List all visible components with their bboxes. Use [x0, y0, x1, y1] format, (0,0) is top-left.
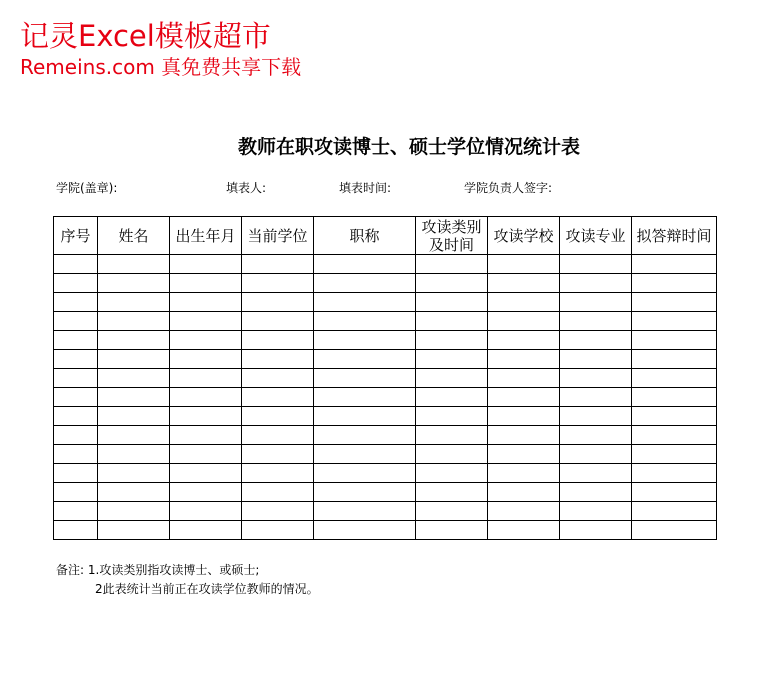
notes [56, 561, 319, 599]
table-cell[interactable] [488, 350, 560, 369]
table-cell[interactable] [560, 274, 632, 293]
col-header-name: 姓名 [98, 217, 170, 255]
col-header-defense: 拟答辩时间 [632, 217, 717, 255]
table-row [54, 350, 717, 369]
table-cell[interactable] [314, 426, 416, 445]
table-cell[interactable] [560, 464, 632, 483]
col-header-school: 攻读学校 [488, 217, 560, 255]
note-line-2: 2此表统计当前正在攻读学位教师的情况。 [95, 582, 319, 596]
table-cell[interactable] [54, 369, 98, 388]
table-cell[interactable] [416, 483, 488, 502]
table-cell[interactable] [488, 502, 560, 521]
table-cell[interactable] [488, 312, 560, 331]
head-signature-field: 学院负责人签字: [464, 181, 553, 195]
table-cell[interactable] [416, 350, 488, 369]
table-row [54, 521, 717, 540]
table-cell[interactable] [54, 331, 98, 350]
table-cell[interactable] [314, 445, 416, 464]
table-cell[interactable] [632, 502, 717, 521]
col-header-birth: 出生年月 [170, 217, 242, 255]
table-cell[interactable] [560, 331, 632, 350]
table-row [54, 426, 717, 445]
table-cell[interactable] [560, 445, 632, 464]
table-cell[interactable] [54, 464, 98, 483]
table-cell[interactable] [98, 407, 170, 426]
table-cell[interactable] [242, 445, 314, 464]
table-cell[interactable] [170, 521, 242, 540]
table-cell[interactable] [560, 255, 632, 274]
table-cell[interactable] [488, 388, 560, 407]
table-cell[interactable] [54, 255, 98, 274]
table-cell[interactable] [632, 255, 717, 274]
table-cell[interactable] [98, 369, 170, 388]
table-cell[interactable] [98, 483, 170, 502]
table-cell[interactable] [54, 502, 98, 521]
note-line-1: 1.攻读类别指攻读博士、或硕士; [87, 563, 260, 577]
table-cell[interactable] [98, 312, 170, 331]
table-cell[interactable] [632, 426, 717, 445]
table-cell[interactable] [632, 464, 717, 483]
table-cell[interactable] [314, 483, 416, 502]
table-cell[interactable] [416, 293, 488, 312]
col-header-degree: 当前学位 [242, 217, 314, 255]
table-cell[interactable] [98, 255, 170, 274]
table-cell[interactable] [242, 293, 314, 312]
table-cell[interactable] [416, 331, 488, 350]
table-row [54, 331, 717, 350]
notes-prefix: 备注: [56, 563, 85, 577]
table-cell[interactable] [314, 274, 416, 293]
table-cell[interactable] [242, 388, 314, 407]
col-header-major: 攻读专业 [560, 217, 632, 255]
table-cell[interactable] [488, 483, 560, 502]
table-cell[interactable] [98, 521, 170, 540]
table-cell[interactable] [170, 388, 242, 407]
table-cell[interactable] [632, 445, 717, 464]
table-cell[interactable] [54, 445, 98, 464]
table-cell[interactable] [416, 312, 488, 331]
table-cell[interactable] [314, 293, 416, 312]
table-cell[interactable] [242, 312, 314, 331]
table-cell[interactable] [488, 521, 560, 540]
table-cell[interactable] [314, 369, 416, 388]
table-cell[interactable] [54, 521, 98, 540]
table-cell[interactable] [54, 274, 98, 293]
table-cell[interactable] [314, 331, 416, 350]
table-cell[interactable] [560, 312, 632, 331]
table-cell[interactable] [632, 483, 717, 502]
table-row [54, 369, 717, 388]
table-cell[interactable] [488, 274, 560, 293]
table-cell[interactable] [560, 426, 632, 445]
table-cell[interactable] [314, 312, 416, 331]
table-cell[interactable] [632, 388, 717, 407]
table-cell[interactable] [242, 274, 314, 293]
table-cell[interactable] [54, 426, 98, 445]
table-cell[interactable] [488, 369, 560, 388]
table-cell[interactable] [488, 407, 560, 426]
table-cell[interactable] [98, 350, 170, 369]
table-cell[interactable] [170, 445, 242, 464]
table-cell[interactable] [98, 274, 170, 293]
table-row [54, 312, 717, 331]
fill-time-field: 填表时间: [339, 181, 392, 195]
table-cell[interactable] [416, 369, 488, 388]
table-cell[interactable] [170, 312, 242, 331]
table-cell[interactable] [560, 502, 632, 521]
table-cell[interactable] [632, 350, 717, 369]
table-cell[interactable] [488, 331, 560, 350]
table-cell[interactable] [416, 521, 488, 540]
table-row [54, 407, 717, 426]
table-cell[interactable] [416, 255, 488, 274]
table-cell[interactable] [416, 502, 488, 521]
table-cell[interactable] [416, 388, 488, 407]
table-row [54, 445, 717, 464]
table-cell[interactable] [416, 426, 488, 445]
table-cell[interactable] [170, 369, 242, 388]
table-cell[interactable] [416, 445, 488, 464]
table-cell[interactable] [98, 464, 170, 483]
table-cell[interactable] [242, 331, 314, 350]
table-cell[interactable] [242, 502, 314, 521]
table-cell[interactable] [314, 521, 416, 540]
table-cell[interactable] [560, 350, 632, 369]
table-cell[interactable] [632, 521, 717, 540]
table-cell[interactable] [54, 407, 98, 426]
table-cell[interactable] [170, 502, 242, 521]
table-row [54, 388, 717, 407]
header-row [54, 217, 717, 255]
table-cell[interactable] [314, 464, 416, 483]
table-cell[interactable] [488, 445, 560, 464]
table-cell[interactable] [170, 483, 242, 502]
table-cell[interactable] [170, 293, 242, 312]
table-row [54, 274, 717, 293]
watermark-line2: Remeins.com 真免费共享下载 [20, 55, 302, 79]
table-cell[interactable] [170, 464, 242, 483]
table-cell[interactable] [632, 274, 717, 293]
col-header-title: 职称 [314, 217, 416, 255]
watermark-line1: 记灵Excel模板超市 [20, 19, 271, 53]
table-cell[interactable] [170, 255, 242, 274]
table-cell[interactable] [54, 293, 98, 312]
table-row [54, 464, 717, 483]
table-row [54, 483, 717, 502]
table-row [54, 293, 717, 312]
table-row [54, 502, 717, 521]
table-cell[interactable] [560, 483, 632, 502]
table-cell[interactable] [242, 521, 314, 540]
table-cell[interactable] [170, 350, 242, 369]
col-header-index: 序号 [54, 217, 98, 255]
table-cell[interactable] [488, 426, 560, 445]
table-cell[interactable] [170, 407, 242, 426]
table-cell[interactable] [98, 293, 170, 312]
table-cell[interactable] [488, 255, 560, 274]
table-cell[interactable] [314, 350, 416, 369]
table-cell[interactable] [242, 407, 314, 426]
table-cell[interactable] [560, 293, 632, 312]
table-cell[interactable] [632, 331, 717, 350]
table-cell[interactable] [632, 293, 717, 312]
stats-table [53, 216, 717, 540]
table-cell[interactable] [98, 445, 170, 464]
table-cell[interactable] [98, 331, 170, 350]
table-cell[interactable] [632, 312, 717, 331]
table-cell[interactable] [54, 388, 98, 407]
table-cell[interactable] [560, 388, 632, 407]
table-cell[interactable] [54, 312, 98, 331]
table-cell[interactable] [416, 274, 488, 293]
table-row [54, 255, 717, 274]
table-cell[interactable] [314, 502, 416, 521]
filler-field: 填表人: [226, 181, 267, 195]
table-cell[interactable] [170, 274, 242, 293]
table-cell[interactable] [54, 483, 98, 502]
table-cell[interactable] [242, 426, 314, 445]
table-cell[interactable] [242, 369, 314, 388]
college-field: 学院(盖章): [56, 181, 118, 195]
table-cell[interactable] [170, 426, 242, 445]
table-cell[interactable] [242, 350, 314, 369]
table-cell[interactable] [632, 407, 717, 426]
table-body [54, 255, 717, 540]
table-cell[interactable] [488, 464, 560, 483]
table-cell[interactable] [314, 388, 416, 407]
page-title: 教师在职攻读博士、硕士学位情况统计表 [237, 136, 580, 158]
table-cell[interactable] [242, 464, 314, 483]
table-cell[interactable] [54, 350, 98, 369]
table-cell[interactable] [98, 426, 170, 445]
table-cell[interactable] [242, 255, 314, 274]
col-header-study-type: 攻读类别及时间 [416, 217, 488, 255]
table-cell[interactable] [314, 255, 416, 274]
table-cell[interactable] [416, 464, 488, 483]
table-cell[interactable] [560, 369, 632, 388]
table-cell[interactable] [560, 407, 632, 426]
table-cell[interactable] [488, 293, 560, 312]
table-cell[interactable] [416, 407, 488, 426]
table-cell[interactable] [242, 483, 314, 502]
table-cell[interactable] [314, 407, 416, 426]
table-cell[interactable] [560, 521, 632, 540]
table-cell[interactable] [632, 369, 717, 388]
table-cell[interactable] [98, 388, 170, 407]
table-cell[interactable] [170, 331, 242, 350]
table-cell[interactable] [98, 502, 170, 521]
